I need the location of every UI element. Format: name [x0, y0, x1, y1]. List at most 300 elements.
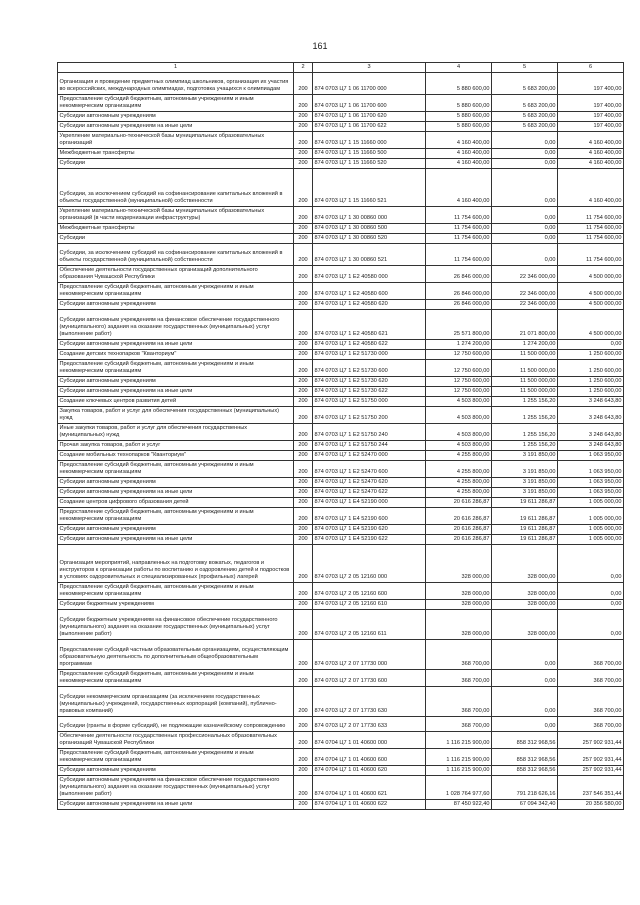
table-row	[58, 766, 624, 776]
table-row	[58, 300, 624, 310]
cell-amount-col5: 5 683 200,00	[492, 73, 558, 95]
cell-admin-code: 200	[294, 670, 313, 687]
cell-admin-code: 200	[294, 600, 313, 610]
cell-name: Создание центров цифрового образования детей	[58, 498, 294, 508]
cell-budget-code: 874 0703 Ц7 1 Е2 52470 000	[313, 451, 426, 461]
cell-amount-col5: 0,00	[492, 149, 558, 159]
cell-budget-code: 874 0703 Ц7 1 30 00860 521	[313, 244, 426, 266]
cell-amount-col4: 368 700,00	[426, 687, 492, 717]
table-row	[58, 407, 624, 424]
cell-budget-code: 874 0703 Ц7 1 Е2 51730 620	[313, 377, 426, 387]
cell-amount-col4: 20 616 286,87	[426, 498, 492, 508]
cell-amount-col5: 67 094 342,40	[492, 800, 558, 810]
cell-amount-col5: 11 500 000,00	[492, 377, 558, 387]
header-col-6: 6	[558, 63, 624, 73]
cell-amount-col6: 1 250 600,00	[558, 360, 624, 377]
cell-amount-col6: 197 400,00	[558, 73, 624, 95]
cell-name: Субсидии автономным учреждениям	[58, 112, 294, 122]
cell-name: Субсидии автономным учреждениям	[58, 377, 294, 387]
table-row	[58, 387, 624, 397]
cell-budget-code: 874 0703 Ц7 1 15 11660 521	[313, 169, 426, 207]
cell-name: Организация и проведение предметных олимпиад школьников, организация их участия во всероссийских, международных олимпиадах, подготовка учащихся к олимпиадам	[58, 73, 294, 95]
cell-budget-code: 874 0703 Ц7 1 06 11700 600	[313, 95, 426, 112]
table-row	[58, 498, 624, 508]
cell-amount-col4: 20 616 286,87	[426, 525, 492, 535]
table-row	[58, 224, 624, 234]
cell-amount-col4: 328 000,00	[426, 545, 492, 583]
cell-amount-col5: 0,00	[492, 640, 558, 670]
cell-name: Субсидии автономным учреждениям на иные цели	[58, 800, 294, 810]
table-row	[58, 159, 624, 169]
cell-amount-col4: 4 503 800,00	[426, 424, 492, 441]
cell-amount-col5: 11 500 000,00	[492, 387, 558, 397]
cell-admin-code: 200	[294, 207, 313, 224]
cell-amount-col5: 328 000,00	[492, 600, 558, 610]
cell-admin-code: 200	[294, 451, 313, 461]
cell-budget-code: 874 0703 Ц7 2 07 17730 000	[313, 640, 426, 670]
cell-amount-col6: 11 754 600,00	[558, 234, 624, 244]
cell-budget-code: 874 0703 Ц7 1 30 00860 500	[313, 224, 426, 234]
cell-admin-code: 200	[294, 583, 313, 600]
cell-amount-col5: 21 071 800,00	[492, 310, 558, 340]
cell-name: Субсидии автономным учреждениям на финансовое обеспечение государственного (муниципального) задания на оказание государственных (муниципальных) услуг (выполнение работ)	[58, 776, 294, 800]
cell-admin-code: 200	[294, 112, 313, 122]
cell-amount-col4: 12 750 600,00	[426, 387, 492, 397]
table-row	[58, 610, 624, 640]
cell-amount-col4: 5 880 600,00	[426, 95, 492, 112]
cell-name: Субсидии	[58, 234, 294, 244]
cell-amount-col6: 197 400,00	[558, 95, 624, 112]
table-row	[58, 360, 624, 377]
cell-amount-col6: 4 160 400,00	[558, 159, 624, 169]
table-row	[58, 424, 624, 441]
cell-name: Межбюджетные трансферты	[58, 149, 294, 159]
cell-admin-code: 200	[294, 610, 313, 640]
table-row	[58, 397, 624, 407]
cell-amount-col4: 4 255 800,00	[426, 488, 492, 498]
cell-admin-code: 200	[294, 545, 313, 583]
cell-amount-col6: 4 160 400,00	[558, 132, 624, 149]
cell-amount-col5: 0,00	[492, 224, 558, 234]
cell-admin-code: 200	[294, 377, 313, 387]
cell-admin-code: 200	[294, 149, 313, 159]
table-row	[58, 340, 624, 350]
cell-amount-col5: 0,00	[492, 687, 558, 717]
cell-budget-code: 874 0703 Ц7 1 06 11700 000	[313, 73, 426, 95]
cell-admin-code: 200	[294, 340, 313, 350]
cell-admin-code: 200	[294, 95, 313, 112]
cell-name: Субсидии	[58, 159, 294, 169]
cell-amount-col4: 1 116 215 900,00	[426, 732, 492, 749]
cell-budget-code: 874 0703 Ц7 1 Е2 40580 600	[313, 283, 426, 300]
table-row	[58, 732, 624, 749]
cell-admin-code: 200	[294, 169, 313, 207]
table-row	[58, 525, 624, 535]
header-col-1: 1	[58, 63, 294, 73]
cell-amount-col4: 1 116 215 900,00	[426, 749, 492, 766]
cell-admin-code: 200	[294, 461, 313, 478]
cell-amount-col4: 4 160 400,00	[426, 169, 492, 207]
cell-amount-col4: 4 160 400,00	[426, 149, 492, 159]
cell-budget-code: 874 0703 Ц7 1 Е2 51730 600	[313, 360, 426, 377]
cell-amount-col5: 5 683 200,00	[492, 122, 558, 132]
cell-amount-col5: 1 255 156,20	[492, 397, 558, 407]
cell-amount-col5: 3 191 850,00	[492, 461, 558, 478]
header-col-5: 5	[492, 63, 558, 73]
cell-name: Субсидии автономным учреждениям	[58, 525, 294, 535]
cell-amount-col4: 4 503 800,00	[426, 441, 492, 451]
cell-amount-col6: 11 754 600,00	[558, 207, 624, 224]
cell-amount-col5: 0,00	[492, 234, 558, 244]
cell-admin-code: 200	[294, 478, 313, 488]
cell-amount-col4: 11 754 600,00	[426, 207, 492, 224]
cell-admin-code: 200	[294, 640, 313, 670]
cell-amount-col4: 328 000,00	[426, 600, 492, 610]
cell-amount-col5: 1 274 200,00	[492, 340, 558, 350]
cell-name: Предоставление субсидий бюджетным, автономным учреждениям и иным некоммерческим организациям	[58, 749, 294, 766]
header-col-3: 3	[313, 63, 426, 73]
cell-budget-code: 874 0703 Ц7 1 Е4 52190 600	[313, 508, 426, 525]
cell-amount-col4: 12 750 600,00	[426, 377, 492, 387]
budget-table	[57, 62, 624, 810]
cell-amount-col6: 368 700,00	[558, 640, 624, 670]
cell-amount-col5: 19 611 286,87	[492, 498, 558, 508]
cell-budget-code: 874 0704 Ц7 1 01 40600 622	[313, 800, 426, 810]
cell-amount-col5: 5 683 200,00	[492, 95, 558, 112]
cell-name: Субсидии автономным учреждениям на иные цели	[58, 535, 294, 545]
table-row	[58, 132, 624, 149]
cell-name: Субсидии некоммерческим организациям (за исключением государственных (муниципальных) учреждений, государственных корпораций (компаний), публично-правовых компаний)	[58, 687, 294, 717]
cell-admin-code: 200	[294, 132, 313, 149]
cell-amount-col5: 1 255 156,20	[492, 424, 558, 441]
cell-budget-code: 874 0703 Ц7 2 05 12160 611	[313, 610, 426, 640]
table-row	[58, 266, 624, 283]
cell-budget-code: 874 0703 Ц7 1 Е2 52470 622	[313, 488, 426, 498]
cell-amount-col4: 5 880 600,00	[426, 73, 492, 95]
cell-admin-code: 200	[294, 266, 313, 283]
cell-name: Субсидии автономным учреждениям на иные цели	[58, 122, 294, 132]
cell-admin-code: 200	[294, 73, 313, 95]
cell-budget-code: 874 0703 Ц7 1 Е2 40580 621	[313, 310, 426, 340]
cell-amount-col5: 858 312 968,56	[492, 732, 558, 749]
table-row	[58, 244, 624, 266]
cell-amount-col6: 1 063 950,00	[558, 461, 624, 478]
cell-amount-col5: 1 255 156,20	[492, 441, 558, 451]
cell-admin-code: 200	[294, 441, 313, 451]
cell-amount-col5: 328 000,00	[492, 545, 558, 583]
cell-budget-code: 874 0704 Ц7 1 01 40600 600	[313, 749, 426, 766]
cell-name: Обеспечение деятельности государственных профессиональных образовательных организаций Чувашской Республики	[58, 732, 294, 749]
cell-amount-col5: 19 611 286,87	[492, 508, 558, 525]
cell-name: Предоставление субсидий бюджетным, автономным учреждениям и иным некоммерческим организациям	[58, 360, 294, 377]
cell-name: Создание мобильных технопарков "Кванториум"	[58, 451, 294, 461]
cell-amount-col4: 4 255 800,00	[426, 451, 492, 461]
table-row	[58, 535, 624, 545]
cell-amount-col6: 197 400,00	[558, 122, 624, 132]
table-row	[58, 234, 624, 244]
cell-budget-code: 874 0703 Ц7 1 06 11700 620	[313, 112, 426, 122]
cell-admin-code: 200	[294, 310, 313, 340]
cell-name: Закупка товаров, работ и услуг для обеспечения государственных (муниципальных) нужд	[58, 407, 294, 424]
cell-name: Субсидии автономным учреждениям	[58, 766, 294, 776]
cell-admin-code: 200	[294, 525, 313, 535]
table-row	[58, 350, 624, 360]
cell-amount-col6: 1 005 000,00	[558, 535, 624, 545]
cell-admin-code: 200	[294, 687, 313, 717]
table-row	[58, 640, 624, 670]
cell-amount-col4: 368 700,00	[426, 717, 492, 732]
cell-amount-col5: 19 611 286,87	[492, 535, 558, 545]
cell-amount-col4: 368 700,00	[426, 640, 492, 670]
table-row	[58, 776, 624, 800]
table-row	[58, 583, 624, 600]
cell-name: Субсидии автономным учреждениям на финансовое обеспечение государственного (муниципального) задания на оказание государственных (муниципальных) услуг (выполнение работ)	[58, 310, 294, 340]
cell-amount-col6: 1 063 950,00	[558, 488, 624, 498]
cell-admin-code: 200	[294, 508, 313, 525]
cell-amount-col4: 12 750 600,00	[426, 350, 492, 360]
cell-amount-col6: 4 160 400,00	[558, 149, 624, 159]
cell-budget-code: 874 0703 Ц7 2 07 17730 633	[313, 717, 426, 732]
header-col-2: 2	[294, 63, 313, 73]
cell-amount-col6: 4 500 000,00	[558, 300, 624, 310]
table-row	[58, 717, 624, 732]
cell-budget-code: 874 0703 Ц7 1 Е2 51750 240	[313, 424, 426, 441]
cell-budget-code: 874 0703 Ц7 1 Е2 40580 622	[313, 340, 426, 350]
cell-amount-col6: 4 500 000,00	[558, 283, 624, 300]
cell-name: Субсидии автономным учреждениям	[58, 300, 294, 310]
cell-amount-col5: 858 312 968,56	[492, 749, 558, 766]
cell-budget-code: 874 0703 Ц7 1 Е4 52190 000	[313, 498, 426, 508]
cell-amount-col4: 4 255 800,00	[426, 461, 492, 478]
cell-amount-col6: 1 250 600,00	[558, 387, 624, 397]
cell-admin-code: 200	[294, 244, 313, 266]
cell-amount-col4: 26 846 000,00	[426, 300, 492, 310]
cell-amount-col6: 20 356 580,00	[558, 800, 624, 810]
cell-name: Субсидии (гранты в форме субсидий), не подлежащие казначейскому сопровождению	[58, 717, 294, 732]
cell-budget-code: 874 0703 Ц7 2 07 17730 630	[313, 687, 426, 717]
cell-amount-col5: 858 312 968,56	[492, 766, 558, 776]
cell-amount-col5: 328 000,00	[492, 610, 558, 640]
cell-amount-col6: 11 754 600,00	[558, 224, 624, 234]
cell-budget-code: 874 0703 Ц7 1 Е2 51750 200	[313, 407, 426, 424]
cell-amount-col4: 368 700,00	[426, 670, 492, 687]
cell-budget-code: 874 0703 Ц7 2 05 12160 610	[313, 600, 426, 610]
cell-budget-code: 874 0703 Ц7 1 Е2 51730 000	[313, 350, 426, 360]
table-header-row	[58, 63, 624, 73]
cell-amount-col5: 5 683 200,00	[492, 112, 558, 122]
cell-amount-col6: 1 063 950,00	[558, 478, 624, 488]
cell-amount-col4: 328 000,00	[426, 583, 492, 600]
page-number: 161	[312, 41, 328, 51]
cell-amount-col4: 4 160 400,00	[426, 159, 492, 169]
cell-budget-code: 874 0703 Ц7 1 Е2 52470 600	[313, 461, 426, 478]
cell-budget-code: 874 0704 Ц7 1 01 40600 000	[313, 732, 426, 749]
table-row	[58, 169, 624, 207]
cell-amount-col6: 0,00	[558, 610, 624, 640]
cell-budget-code: 874 0703 Ц7 2 05 12160 600	[313, 583, 426, 600]
table-body	[58, 73, 624, 810]
cell-admin-code: 200	[294, 350, 313, 360]
table-row	[58, 749, 624, 766]
cell-amount-col5: 0,00	[492, 132, 558, 149]
cell-amount-col4: 12 750 600,00	[426, 360, 492, 377]
table-row	[58, 545, 624, 583]
cell-amount-col6: 237 546 351,44	[558, 776, 624, 800]
cell-name: Межбюджетные трансферты	[58, 224, 294, 234]
cell-budget-code: 874 0703 Ц7 1 Е2 51750 244	[313, 441, 426, 451]
table-row	[58, 461, 624, 478]
cell-amount-col5: 0,00	[492, 244, 558, 266]
cell-name: Предоставление субсидий бюджетным, автономным учреждениям и иным некоммерческим организациям	[58, 283, 294, 300]
cell-amount-col5: 22 346 000,00	[492, 266, 558, 283]
cell-name: Субсидии автономным учреждениям на иные цели	[58, 387, 294, 397]
table-row	[58, 508, 624, 525]
cell-admin-code: 200	[294, 488, 313, 498]
cell-amount-col5: 0,00	[492, 717, 558, 732]
cell-admin-code: 200	[294, 766, 313, 776]
cell-budget-code: 874 0703 Ц7 1 06 11700 622	[313, 122, 426, 132]
table-row	[58, 441, 624, 451]
cell-amount-col4: 1 274 200,00	[426, 340, 492, 350]
cell-admin-code: 200	[294, 387, 313, 397]
cell-name: Организация мероприятий, направленных на подготовку вожатых, педагогов и инструкторов к организации работы по воспитанию и оздоровлению детей и подростков в условиях оздоровительных и специализированных (профильных) лагерей	[58, 545, 294, 583]
cell-amount-col6: 3 248 643,80	[558, 441, 624, 451]
table-row	[58, 451, 624, 461]
cell-budget-code: 874 0703 Ц7 1 15 11660 500	[313, 149, 426, 159]
cell-admin-code: 200	[294, 776, 313, 800]
cell-amount-col5: 3 191 850,00	[492, 451, 558, 461]
cell-name: Прочая закупка товаров, работ и услуг	[58, 441, 294, 451]
table-row	[58, 73, 624, 95]
cell-admin-code: 200	[294, 224, 313, 234]
table-row	[58, 800, 624, 810]
cell-amount-col6: 1 005 000,00	[558, 508, 624, 525]
table-row	[58, 600, 624, 610]
cell-budget-code: 874 0703 Ц7 1 Е4 52190 620	[313, 525, 426, 535]
cell-name: Обеспечение деятельности государственных организаций дополнительного образования Чувашской Республики	[58, 266, 294, 283]
cell-admin-code: 200	[294, 159, 313, 169]
cell-name: Субсидии автономным учреждениям	[58, 478, 294, 488]
cell-amount-col5: 0,00	[492, 169, 558, 207]
cell-amount-col4: 4 503 800,00	[426, 397, 492, 407]
cell-amount-col6: 4 500 000,00	[558, 310, 624, 340]
cell-amount-col4: 328 000,00	[426, 610, 492, 640]
cell-amount-col4: 11 754 600,00	[426, 224, 492, 234]
cell-amount-col4: 4 255 800,00	[426, 478, 492, 488]
cell-budget-code: 874 0703 Ц7 1 Е2 52470 620	[313, 478, 426, 488]
cell-amount-col6: 4 160 400,00	[558, 169, 624, 207]
cell-amount-col6: 1 005 000,00	[558, 525, 624, 535]
cell-amount-col6: 368 700,00	[558, 717, 624, 732]
cell-amount-col5: 1 255 156,20	[492, 407, 558, 424]
cell-amount-col4: 11 754 600,00	[426, 234, 492, 244]
cell-amount-col5: 791 218 626,16	[492, 776, 558, 800]
cell-amount-col4: 4 160 400,00	[426, 132, 492, 149]
table-row	[58, 95, 624, 112]
cell-admin-code: 200	[294, 424, 313, 441]
cell-amount-col6: 0,00	[558, 583, 624, 600]
cell-amount-col4: 87 450 922,40	[426, 800, 492, 810]
cell-name: Предоставление субсидий бюджетным, автономным учреждениям и иным некоммерческим организациям	[58, 95, 294, 112]
cell-amount-col4: 4 503 800,00	[426, 407, 492, 424]
cell-budget-code: 874 0703 Ц7 2 05 12160 000	[313, 545, 426, 583]
table-row	[58, 488, 624, 498]
cell-amount-col6: 368 700,00	[558, 670, 624, 687]
cell-name: Предоставление субсидий бюджетным, автономным учреждениям и иным некоммерческим организациям	[58, 508, 294, 525]
cell-admin-code: 200	[294, 397, 313, 407]
cell-budget-code: 874 0704 Ц7 1 01 40600 621	[313, 776, 426, 800]
cell-amount-col6: 197 400,00	[558, 112, 624, 122]
cell-name: Укрепление материально-технической базы муниципальных образовательных организаций (в части модернизации инфраструктуры)	[58, 207, 294, 224]
cell-amount-col6: 368 700,00	[558, 687, 624, 717]
cell-name: Предоставление субсидий бюджетным, автономным учреждениям и иным некоммерческим организациям	[58, 670, 294, 687]
cell-name: Предоставление субсидий бюджетным, автономным учреждениям и иным некоммерческим организациям	[58, 461, 294, 478]
header-col-4: 4	[426, 63, 492, 73]
cell-name: Субсидии, за исключением субсидий на софинансирование капитальных вложений в объекты государственной (муниципальной) собственности	[58, 169, 294, 207]
cell-amount-col4: 20 616 286,87	[426, 535, 492, 545]
cell-amount-col6: 3 248 643,80	[558, 397, 624, 407]
cell-budget-code: 874 0703 Ц7 1 Е2 40580 620	[313, 300, 426, 310]
table-row	[58, 112, 624, 122]
cell-budget-code: 874 0703 Ц7 1 Е2 51750 000	[313, 397, 426, 407]
cell-name: Создание детских технопарков "Кванториум"	[58, 350, 294, 360]
cell-amount-col5: 19 611 286,87	[492, 525, 558, 535]
cell-amount-col4: 25 571 800,00	[426, 310, 492, 340]
cell-budget-code: 874 0703 Ц7 1 15 11660 000	[313, 132, 426, 149]
cell-name: Субсидии автономным учреждениям на иные цели	[58, 488, 294, 498]
cell-name: Предоставление субсидий частным образовательным организациям, осуществляющим образовательную деятельность по дополнительным общеобразовательным программам	[58, 640, 294, 670]
cell-amount-col5: 11 500 000,00	[492, 350, 558, 360]
cell-admin-code: 200	[294, 407, 313, 424]
cell-amount-col6: 0,00	[558, 600, 624, 610]
cell-amount-col5: 22 346 000,00	[492, 300, 558, 310]
cell-name: Иные закупки товаров, работ и услуг для обеспечения государственных (муниципальных) нужд	[58, 424, 294, 441]
cell-amount-col6: 3 248 643,80	[558, 424, 624, 441]
cell-amount-col4: 26 846 000,00	[426, 283, 492, 300]
cell-amount-col6: 3 248 643,80	[558, 407, 624, 424]
cell-budget-code: 874 0704 Ц7 1 01 40600 620	[313, 766, 426, 776]
cell-admin-code: 200	[294, 234, 313, 244]
cell-amount-col6: 1 250 600,00	[558, 350, 624, 360]
cell-amount-col5: 0,00	[492, 159, 558, 169]
cell-admin-code: 200	[294, 283, 313, 300]
cell-admin-code: 200	[294, 122, 313, 132]
cell-amount-col5: 0,00	[492, 207, 558, 224]
cell-amount-col6: 4 500 000,00	[558, 266, 624, 283]
cell-budget-code: 874 0703 Ц7 1 Е2 40580 000	[313, 266, 426, 283]
cell-admin-code: 200	[294, 498, 313, 508]
cell-admin-code: 200	[294, 800, 313, 810]
cell-admin-code: 200	[294, 717, 313, 732]
cell-admin-code: 200	[294, 749, 313, 766]
cell-amount-col5: 3 191 850,00	[492, 478, 558, 488]
cell-name: Предоставление субсидий бюджетным, автономным учреждениям и иным некоммерческим организациям	[58, 583, 294, 600]
cell-amount-col6: 257 902 931,44	[558, 749, 624, 766]
cell-amount-col6: 0,00	[558, 340, 624, 350]
cell-amount-col6: 1 063 950,00	[558, 451, 624, 461]
cell-admin-code: 200	[294, 360, 313, 377]
cell-amount-col4: 11 754 600,00	[426, 244, 492, 266]
table-row	[58, 478, 624, 488]
cell-amount-col6: 1 250 600,00	[558, 377, 624, 387]
cell-amount-col5: 3 191 850,00	[492, 488, 558, 498]
cell-name: Укрепление материально-технической базы муниципальных образовательных организаций	[58, 132, 294, 149]
table-row	[58, 207, 624, 224]
cell-name: Субсидии, за исключением субсидий на софинансирование капитальных вложений в объекты государственной (муниципальной) собственности	[58, 244, 294, 266]
cell-budget-code: 874 0703 Ц7 1 Е2 51730 622	[313, 387, 426, 397]
cell-admin-code: 200	[294, 535, 313, 545]
cell-admin-code: 200	[294, 300, 313, 310]
